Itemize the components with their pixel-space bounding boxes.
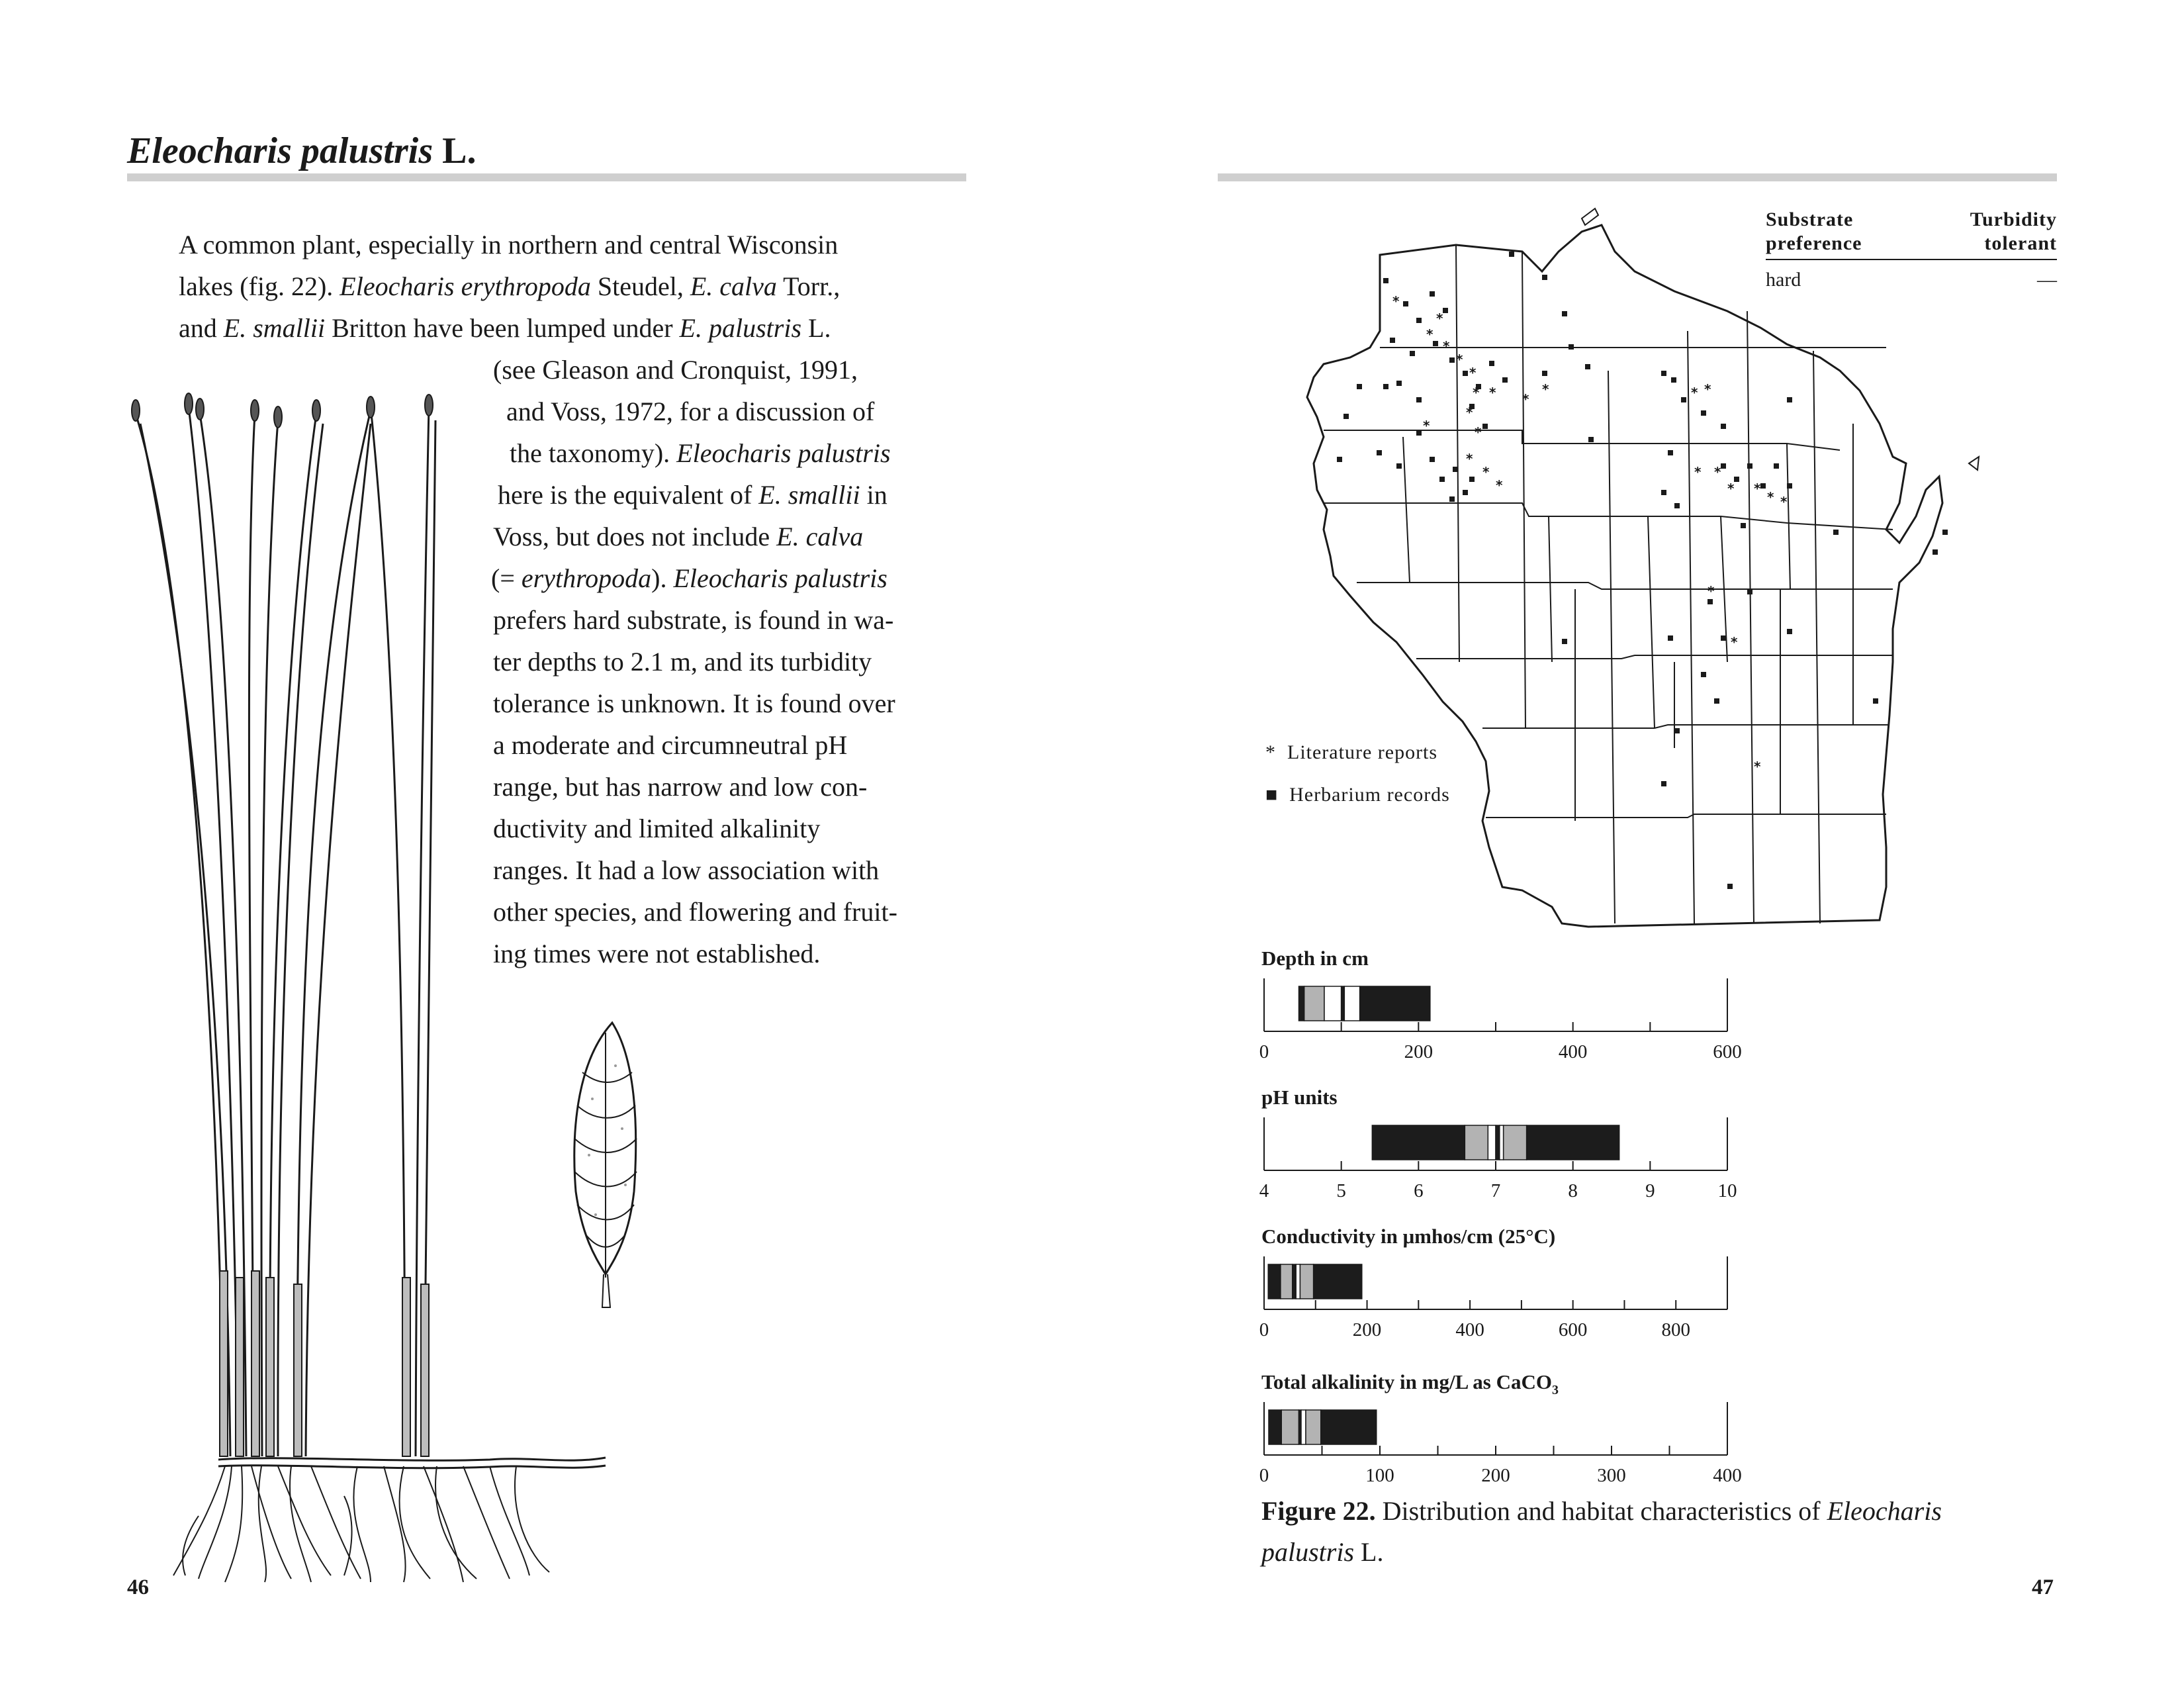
axis-tick-label: 400	[1558, 1041, 1588, 1062]
svg-text:*: *	[1754, 481, 1761, 496]
axis-tick-label: 0	[1259, 1041, 1269, 1062]
axis-tick-label: 400	[1455, 1319, 1484, 1340]
state-outline	[1307, 225, 1942, 927]
axis-tick-label: 300	[1597, 1465, 1626, 1486]
literature-label: Literature reports	[1287, 741, 1438, 763]
svg-text:*: *	[1475, 424, 1482, 440]
text-segment: Eleocharis palustris	[673, 563, 887, 593]
habitat-range-charts	[1244, 940, 1774, 1496]
page-number-right: 47	[2032, 1575, 2054, 1599]
range-segment-dark	[1527, 1125, 1619, 1160]
text-segment: (see Gleason and Cronquist, 1991,	[493, 355, 858, 385]
svg-text:*: *	[1469, 365, 1477, 381]
axis-tick-label: 400	[1713, 1465, 1742, 1486]
range-segment-gray	[1281, 1264, 1293, 1299]
axis-tick-label: 600	[1558, 1319, 1588, 1340]
chart-title: pH units	[1261, 1086, 1338, 1109]
svg-text:*: *	[1473, 385, 1480, 400]
range-segment-dark	[1269, 1410, 1281, 1444]
range-segment-white	[1488, 1125, 1496, 1160]
svg-text:*: *	[1489, 385, 1496, 400]
turbidity-header: Turbidity tolerant	[1970, 209, 2057, 254]
range-segment-gray	[1465, 1125, 1488, 1160]
text-segment: tolerance is unknown. It is found over	[493, 688, 895, 718]
range-segment-gray	[1306, 1410, 1321, 1444]
text-segment: E. smallii	[223, 313, 326, 343]
range-segment-dark	[1496, 1125, 1500, 1160]
text-segment: ter depths to 2.1 m, and its turbidity	[493, 647, 872, 677]
range-segment-dark	[1314, 1264, 1362, 1299]
svg-text:*: *	[1522, 391, 1529, 407]
range-segment-white	[1296, 1264, 1300, 1299]
axis-tick-label: 4	[1259, 1180, 1269, 1201]
title-rule-left	[127, 173, 966, 181]
axis-tick-label: 8	[1568, 1180, 1578, 1201]
range-segment-white	[1500, 1125, 1504, 1160]
plant-illustration	[126, 384, 629, 1589]
text-segment: ductivity and limited alkalinity	[493, 814, 821, 843]
substrate-header: Substrate preference	[1766, 209, 1862, 254]
legend-literature	[1265, 741, 1437, 764]
svg-text:*: *	[1423, 418, 1430, 434]
chart-title: Depth in cm	[1261, 947, 1369, 970]
text-segment: ing times were not established.	[493, 939, 821, 968]
text-segment: prefers hard substrate, is found in wa-	[493, 605, 894, 635]
text-line	[179, 265, 840, 307]
chart-title: Conductivity in μmhos/cm (25°C)	[1261, 1225, 1556, 1248]
text-segment: erythropoda	[521, 563, 652, 593]
range-segment-dark	[1372, 1125, 1465, 1160]
svg-text:*: *	[1392, 293, 1400, 309]
range-segment-white	[1301, 1410, 1306, 1444]
legend-herbarium	[1265, 784, 1450, 806]
text-line	[179, 307, 831, 349]
axis-tick-label: 5	[1336, 1180, 1346, 1201]
svg-text:*: *	[1496, 477, 1503, 493]
chart-title: Total alkalinity in mg/L as CaCO$_3$	[1261, 1370, 1559, 1397]
page-number-left: 46	[127, 1575, 149, 1599]
text-line	[179, 224, 838, 265]
text-segment: (=	[491, 563, 522, 593]
text-segment: L.	[801, 313, 831, 343]
title-species: Eleocharis palustris	[127, 130, 433, 171]
text-segment: Eleocharis palustris	[676, 438, 891, 468]
axis-tick-label: 600	[1713, 1041, 1742, 1062]
text-segment: Eleocharis erythropoda	[340, 271, 591, 301]
substrate-value: hard	[1766, 269, 1801, 291]
svg-text:*: *	[1443, 338, 1450, 354]
herbarium-label: Herbarium records	[1289, 784, 1450, 806]
axis-tick-label: 800	[1661, 1319, 1690, 1340]
axis-tick-label: 9	[1645, 1180, 1655, 1201]
text-segment: range, but has narrow and low con-	[493, 772, 868, 802]
text-segment: E. smallii	[758, 480, 860, 510]
range-segment-dark	[1321, 1410, 1377, 1444]
svg-text:*: *	[1466, 404, 1473, 420]
svg-text:*: *	[1456, 352, 1463, 367]
range-segment-dark	[1293, 1264, 1296, 1299]
range-segment-dark	[1268, 1264, 1281, 1299]
text-segment: Torr.,	[776, 271, 841, 301]
axis-tick-label: 100	[1365, 1465, 1394, 1486]
range-segment-dark	[1360, 986, 1430, 1021]
axis-tick-label: 0	[1259, 1319, 1269, 1340]
svg-text:*: *	[1780, 494, 1788, 510]
text-segment: and	[179, 313, 224, 343]
text-segment: E. calva	[776, 522, 864, 551]
text-segment: here is the equivalent of	[498, 480, 759, 510]
figure-caption: Figure 22. Distribution and habitat characteristics of Eleocharis palustris L.	[1261, 1496, 1942, 1567]
herbarium-symbol: ■	[1265, 784, 1279, 806]
title-rule-right	[1218, 173, 2057, 181]
range-segment-gray	[1281, 1410, 1298, 1444]
figure-label: Figure 22.	[1261, 1496, 1376, 1526]
range-segment-dark	[1299, 986, 1304, 1021]
text-segment: and Voss, 1972, for a discussion of	[506, 397, 875, 426]
svg-text:*: *	[1714, 464, 1721, 480]
axis-tick-label: 6	[1414, 1180, 1424, 1201]
axis-tick-label: 200	[1481, 1465, 1510, 1486]
svg-text:*: *	[1731, 634, 1738, 650]
text-segment: ranges. It had a low association with	[493, 855, 880, 885]
turbidity-value: —	[2037, 269, 2057, 291]
chart-title-subscript: 3	[1551, 1383, 1559, 1397]
text-segment: lakes (fig. 22).	[179, 271, 340, 301]
axis-tick-label: 10	[1717, 1180, 1737, 1201]
range-segment-gray	[1504, 1125, 1527, 1160]
svg-text:*: *	[1707, 583, 1715, 599]
text-segment: a moderate and circumneutral pH	[493, 730, 848, 760]
text-segment: A common plant, especially in northern and central Wisconsin	[179, 230, 839, 259]
range-segment-gray	[1304, 986, 1324, 1021]
text-segment: ).	[651, 563, 674, 593]
svg-text:*: *	[1767, 489, 1774, 505]
axis-tick-label: 200	[1352, 1319, 1382, 1340]
svg-text:*: *	[1694, 464, 1702, 480]
text-segment: E. palustris	[679, 313, 802, 343]
svg-text:*: *	[1727, 481, 1735, 496]
spikelet-illustration	[549, 1019, 642, 1317]
text-segment: E. calva	[690, 271, 777, 301]
svg-text:*: *	[1691, 385, 1698, 400]
svg-text:*: *	[1436, 310, 1443, 326]
svg-text:*: *	[1754, 759, 1761, 774]
page-title	[127, 130, 476, 172]
wisconsin-distribution-map	[1297, 199, 1999, 933]
text-segment: in	[860, 480, 887, 510]
axis-tick-label: 7	[1490, 1180, 1501, 1201]
literature-symbol: *	[1265, 741, 1276, 763]
title-author: L.	[433, 130, 477, 171]
range-segment-white	[1324, 986, 1342, 1021]
text-segment: Britton have been lumped under	[325, 313, 680, 343]
range-segment-white	[1344, 986, 1359, 1021]
svg-text:*: *	[1542, 381, 1549, 397]
text-segment: the taxonomy).	[510, 438, 677, 468]
svg-text:*: *	[1426, 326, 1433, 342]
axis-tick-label: 0	[1259, 1465, 1269, 1486]
svg-text:*: *	[1704, 381, 1711, 397]
range-segment-gray	[1300, 1264, 1313, 1299]
axis-tick-label: 200	[1404, 1041, 1433, 1062]
svg-text:*: *	[1482, 464, 1490, 480]
text-segment: other species, and flowering and fruit-	[493, 897, 897, 927]
text-segment: Voss, but does not include	[493, 522, 777, 551]
text-segment: Steudel,	[590, 271, 690, 301]
svg-text:*: *	[1466, 451, 1473, 467]
